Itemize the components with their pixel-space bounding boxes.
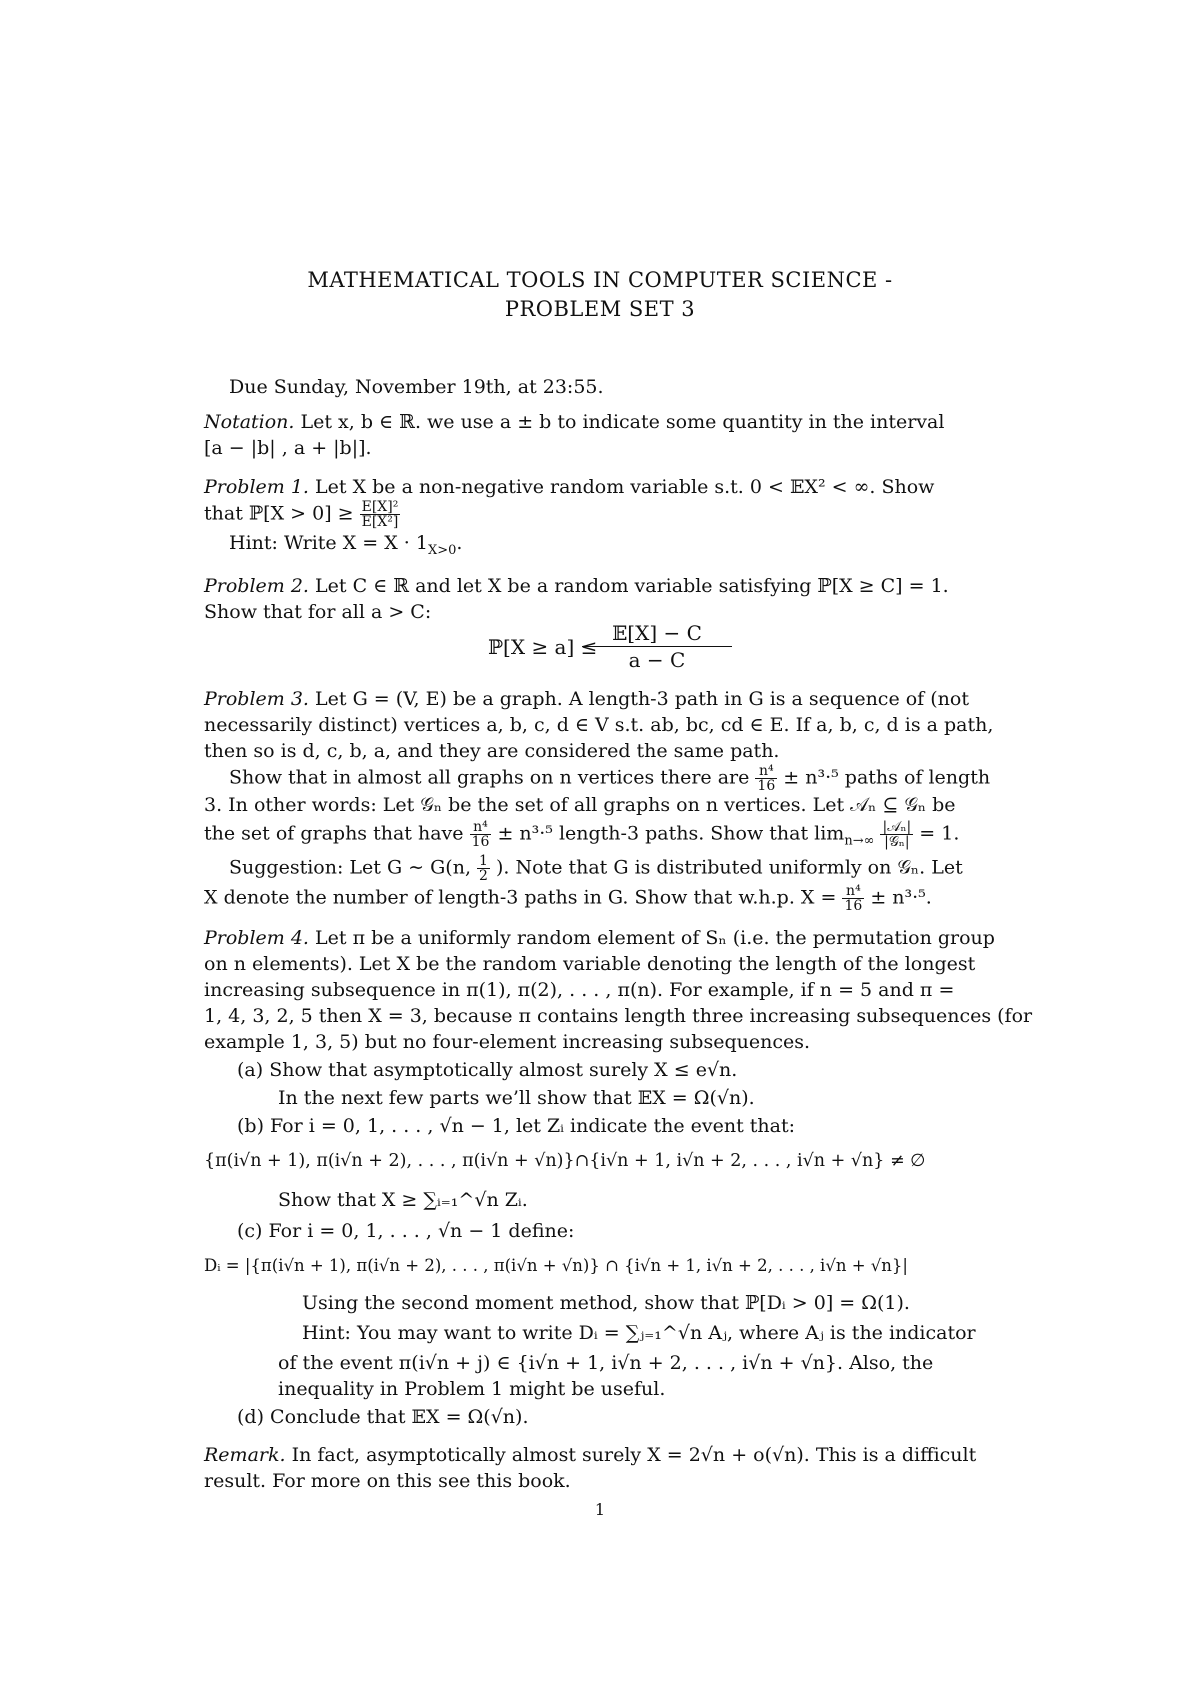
part-a-line-1: (a) Show that asymptotically almost surely X ≤ e√n. [237,1059,738,1081]
problem-3-text-1: Let G = (V, E) be a graph. A length-3 path in G is a sequence of (not [315,688,969,710]
remark-line-2: result. For more on this see this book. [204,1470,571,1492]
problem-1-label: Problem 1. [204,476,309,498]
problem-3-frac-a-den: 16 [757,778,776,794]
problem-4-text-1: Let π be a uniformly random element of Sₙ (i.e. the permutation group [315,927,995,949]
problem-3-text-6b: ± n³·⁵ length-3 paths. Show that lim [497,822,845,845]
problem-2-line-1 [204,573,1004,599]
problem-3-frac-a-num: n⁴ [755,764,777,779]
problem-3-fraction-a [755,764,777,793]
part-c-line-1: (c) For i = 0, 1, . . . , √n − 1 define: [237,1220,575,1242]
problem-1-hint [229,530,1029,564]
part-c-display: Dᵢ = |{π(i√n + 1), π(i√n + 2), . . . , π(i√n + √n)} ∩ {i√n + 1, i√n + 2, . . . , i√n + √n}| [204,1256,908,1275]
problem-3-line-1 [204,686,1004,712]
problem-3-text-6a: the set of graphs that have [204,822,464,845]
problem-4-line-3: increasing subsequence in π(1), π(2), . . . , π(n). For example, if n = 5 and π = [204,979,955,1001]
problem-3-text-4a: Show that in almost all graphs on n vertices there are [229,766,750,789]
problem-3-text-7b: ). Note that G is distributed uniformly on 𝒢ₙ. Let [496,856,963,879]
problem-3-half [477,854,490,883]
problem-1-hint-end: . [456,532,463,554]
problem-4-label: Problem 4. [204,927,309,949]
problem-3-line-4 [229,764,1029,793]
due-date: Due Sunday, November 19th, at 23:55. [229,376,604,398]
notation-line-1 [204,409,1004,435]
problem-3-half-den: 2 [479,868,488,884]
problem-3-line-6 [204,820,1004,854]
problem-2-numerator: 𝔼[X] − C [612,621,702,645]
problem-1-frac-num: E[X]² [361,499,399,515]
problem-3-ratio-num: |𝒜ₙ| [882,819,912,835]
remark-label: Remark. [204,1444,286,1466]
problem-1-fraction [360,500,401,529]
problem-2-label: Problem 2. [204,575,309,597]
problem-3-text-6c: = 1. [919,822,960,845]
problem-1-hint-sub: X>0 [427,542,457,558]
part-a-line-2: In the next few parts we’ll show that 𝔼X = Ω(√n). [278,1087,755,1109]
problem-4-line-2: on n elements). Let X be the random variable denoting the length of the longest [204,953,976,975]
problem-3-frac-b-num: n⁴ [470,820,492,835]
problem-2-line-2: Show that for all a > C: [204,601,432,623]
problem-3-line-7 [229,854,1029,883]
part-c-line-2: Using the second moment method, show that ℙ[Dᵢ > 0] = Ω(1). [302,1292,910,1314]
problem-1-line-1 [204,474,1004,500]
problem-4-line-5: example 1, 3, 5) but no four-element increasing subsequences. [204,1031,811,1053]
problem-1-line-2 [204,500,1004,529]
problem-2-lhs: ℙ[X ≥ a] ≤ [488,635,598,659]
part-b-line-2: Show that X ≥ ∑ᵢ₌₁^√n Zᵢ. [278,1189,528,1211]
remark-text-1: In fact, asymptotically almost surely X = 2√n + o(√n). This is a difficult [291,1444,977,1466]
notation-text-1: Let x, b ∈ ℝ. we use a ± b to indicate some quantity in the interval [300,411,945,433]
part-c-line-3: Hint: You may want to write Dᵢ = ∑ⱼ₌₁^√n Aⱼ, where Aⱼ is the indicator [302,1322,976,1344]
part-d-line-1: (d) Conclude that 𝔼X = Ω(√n). [237,1406,529,1428]
problem-3-lim-sub: n→∞ [844,833,875,849]
page-title [0,266,1200,324]
problem-3-ratio-den: |𝒢ₙ| [884,834,910,850]
problem-3-fraction-c [842,884,864,913]
problem-1-text-1: Let X be a non-negative random variable s.t. 0 < 𝔼X² < ∞. Show [315,476,935,498]
problem-3-line-8 [204,884,1004,913]
problem-2-denominator: a − C [628,648,686,672]
problem-2-fraction [582,620,732,673]
remark-line-1 [204,1442,1004,1468]
problem-3-text-7a: Suggestion: Let G ∼ G(n, [229,856,471,879]
problem-1-hint-text: Hint: Write X = X · 1 [229,532,428,554]
problem-3-text-8a: X denote the number of length-3 paths in G. Show that w.h.p. X = [204,886,837,909]
part-b-line-1: (b) For i = 0, 1, . . . , √n − 1, let Zᵢ indicate the event that: [237,1115,795,1137]
problem-3-fraction-b [470,820,492,849]
problem-3-text-8b: ± n³·⁵. [870,886,932,909]
problem-3-line-3: then so is d, c, b, a, and they are considered the same path. [204,740,780,762]
title-line-1: MATHEMATICAL TOOLS IN COMPUTER SCIENCE - [307,268,893,292]
problem-4-line-1 [204,925,1004,951]
problem-3-ratio [880,820,913,849]
problem-3-frac-c-num: n⁴ [842,884,864,899]
problem-1-text-2: that ℙ[X > 0] ≥ [204,502,354,525]
problem-3-label: Problem 3. [204,688,309,710]
part-b-display: {π(i√n + 1), π(i√n + 2), . . . , π(i√n + √n)}∩{i√n + 1, i√n + 2, . . . , i√n + √n} ≠ ∅ [204,1151,926,1171]
problem-1-frac-den: E[X²] [361,514,399,530]
title-line-2: PROBLEM SET 3 [504,297,696,321]
part-c-line-5: inequality in Problem 1 might be useful. [278,1378,666,1400]
notation-line-2: [a − |b| , a + |b|]. [204,437,372,459]
problem-3-line-2: necessarily distinct) vertices a, b, c, d ∈ V s.t. ab, bc, cd ∈ E. If a, b, c, d is a path, [204,714,994,736]
problem-3-half-num: 1 [479,853,488,869]
part-c-line-4: of the event π(i√n + j) ∈ {i√n + 1, i√n + 2, . . . , i√n + √n}. Also, the [278,1352,934,1374]
problem-3-frac-c-den: 16 [844,898,863,914]
problem-4-line-4: 1, 4, 3, 2, 5 then X = 3, because π contains length three increasing subsequences (for [204,1005,1033,1027]
notation-label: Notation. [204,411,295,433]
problem-3-frac-b-den: 16 [471,834,490,850]
problem-3-line-5: 3. In other words: Let 𝒢ₙ be the set of all graphs on n vertices. Let 𝒜ₙ ⊆ 𝒢ₙ be [204,794,956,816]
page-number: 1 [594,1500,606,1519]
problem-3-text-4b: ± n³·⁵ paths of length [783,766,991,789]
problem-2-text-1: Let C ∈ ℝ and let X be a random variable satisfying ℙ[X ≥ C] = 1. [315,575,949,597]
